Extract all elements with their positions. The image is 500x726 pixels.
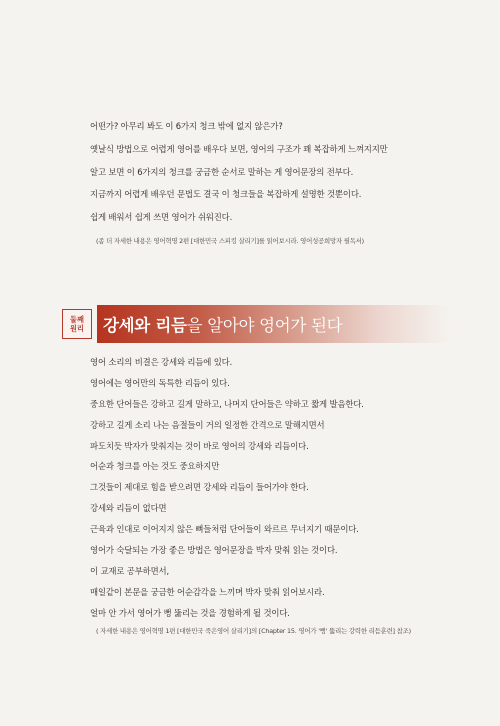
intro-line: 어떤가? 아무리 봐도 이 6가지 청크 밖에 없지 않은가? xyxy=(90,121,283,131)
body-line: 이 교재로 공부하면서, xyxy=(90,565,169,576)
badge-line-1: 둘째 xyxy=(70,315,84,324)
body-line: 강세와 리듬이 없다면 xyxy=(90,503,167,514)
intro-line: 알고 보면 이 6가지의 청크를 궁금한 순서로 말하는 게 영어문장의 전부다. xyxy=(90,166,354,177)
section-header xyxy=(62,305,450,343)
section-title-rest: 을 알아야 영어가 된다 xyxy=(186,316,343,335)
body-reference-note: ( 자세한 내용은 영어혁명 1편 [대한민국 죽은영어 살리기]의 [Chapter 15. 영어가 '뻥' 뚫리는 강력한 리듬훈련] 참조) xyxy=(96,627,411,635)
body-line: 어순과 청크를 아는 것도 중요하지만 xyxy=(90,461,220,472)
section-badge xyxy=(62,309,92,339)
body-line: 파도치듯 박자가 맞춰지는 것이 바로 영어의 강세와 리듬이다. xyxy=(90,440,309,451)
body-line: 그것들이 제대로 힘을 받으려면 강세와 리듬이 들어가야 한다. xyxy=(90,482,309,493)
body-line: 얼마 안 가서 영어가 뻥 뚫리는 것을 경험하게 될 것이다. xyxy=(90,607,290,618)
body-paragraph xyxy=(90,356,440,628)
body-line: 영어가 숙달되는 가장 좋은 방법은 영어문장을 박자 맞춰 읽는 것이다. xyxy=(90,545,338,556)
section-title-bold: 강세와 리듬 xyxy=(103,316,187,335)
intro-line: 지금까지 어렵게 배우던 문법도 결국 이 청크들을 복잡하게 설명한 것뿐이다. xyxy=(90,189,362,200)
body-line: 매일같이 본문을 궁금한 어순감각을 느끼며 박자 맞춰 읽어보시라. xyxy=(90,586,325,597)
intro-paragraph xyxy=(90,120,440,234)
intro-reference-note: (좀 더 자세한 내용은 영어혁명 2편 [대한민국 스피킹 살리기]를 읽어보시라. 영어성공희망자 필독서) xyxy=(96,237,364,245)
body-line: 강하고 길게 소리 나는 음절들이 거의 일정한 간격으로 말해지면서 xyxy=(90,419,325,430)
body-line: 중요한 단어들은 강하고 길게 말하고, 나머지 단어들은 약하고 짧게 발음한다. xyxy=(90,398,364,409)
body-line: 근육과 인대로 이어지지 않은 뼈들처럼 단어들이 와르르 무너지기 때문이다. xyxy=(90,524,359,535)
badge-line-2: 원리 xyxy=(70,324,84,333)
body-line: 영어에는 영어만의 독특한 리듬이 있다. xyxy=(90,377,230,388)
body-line: 영어 소리의 비결은 강세와 리듬에 있다. xyxy=(90,357,233,367)
section-title-bar xyxy=(97,305,450,343)
intro-line: 쉽게 배워서 쉽게 쓰면 영어가 쉬워진다. xyxy=(90,212,233,223)
intro-line: 옛날식 방법으로 어렵게 영어를 배우다 보면, 영어의 구조가 꽤 복잡하게 느껴지지만 xyxy=(90,143,388,154)
section-title xyxy=(103,312,342,336)
